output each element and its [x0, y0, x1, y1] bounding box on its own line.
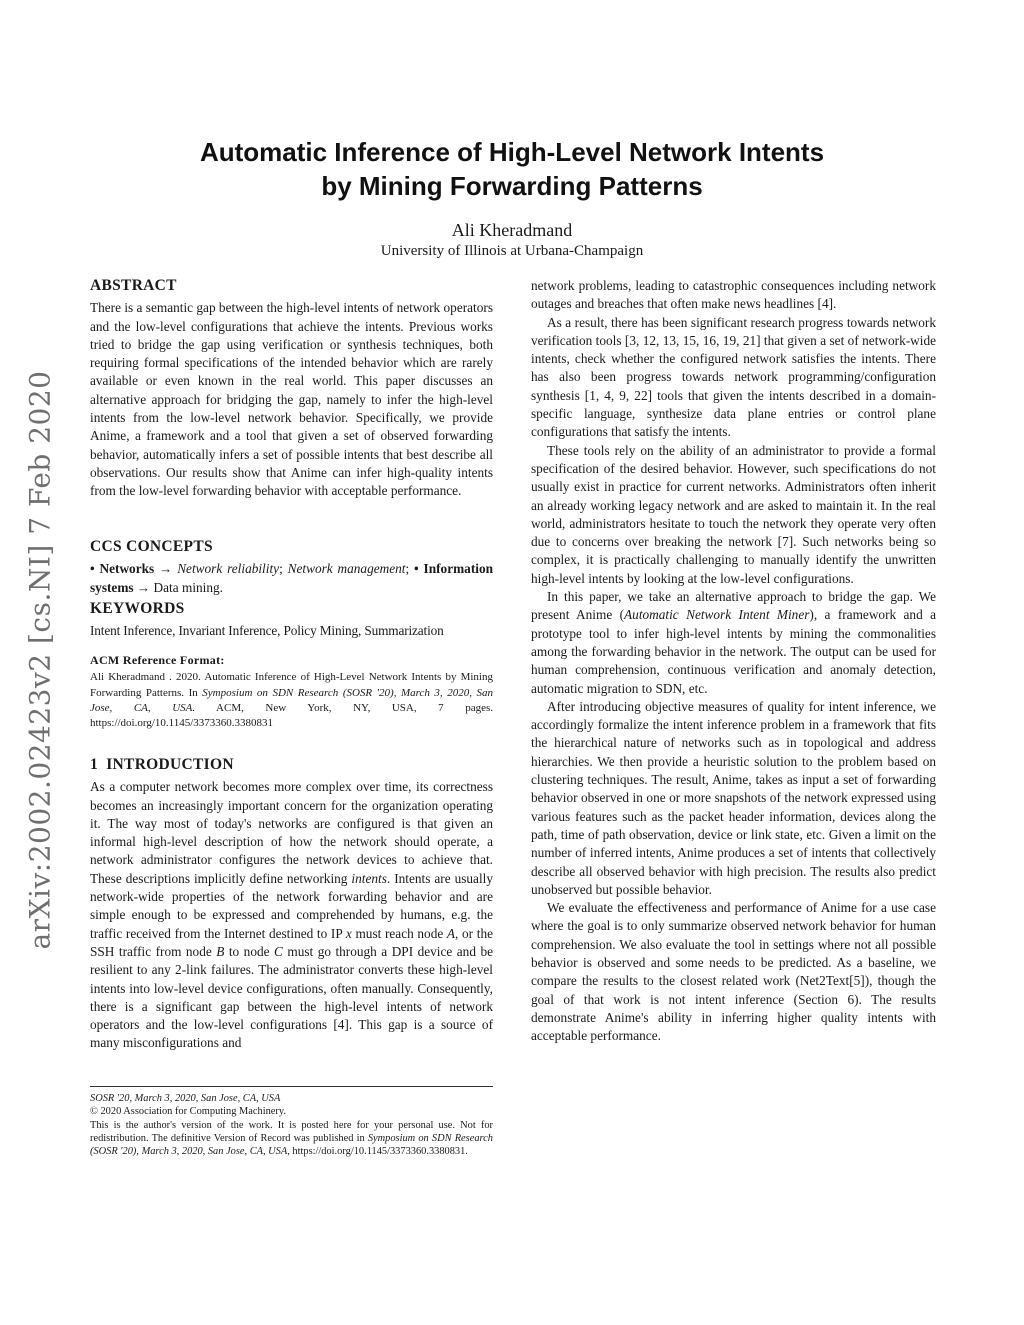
- ccs-network-management: Network management: [287, 561, 406, 577]
- title-line-1: Automatic Inference of High-Level Network Intents: [199, 137, 825, 167]
- intro-term-intents: intents: [351, 870, 387, 886]
- ccs-information-systems: • Information systems: [90, 561, 493, 595]
- footnote-note: [90, 1119, 493, 1159]
- intro-var-b: B: [216, 943, 225, 959]
- intro-paragraph-1-continued: network problems, leading to catastrophic consequences including network outages and breaches that often make news headlines [4].: [531, 278, 936, 312]
- abstract-section: [90, 277, 493, 501]
- right-column: [531, 277, 936, 1045]
- footnote-note-part-a: This is the author's version of the work. It is posted here for your personal use. Not for redistribution. The definitive Version of Record was published in: [90, 1119, 493, 1144]
- author-affiliation: University of Illinois at Urbana-Champaign: [380, 243, 644, 259]
- title-line-2: by Mining Forwarding Patterns: [321, 171, 703, 201]
- introduction-section: [90, 756, 493, 1053]
- intro-paragraph-3: These tools rely on the ability of an administrator to provide a formal specification of the desired behavior. However, such specifications do not usually exist in practice for current networks. Administrators often inherit an already working legacy network and are asked to maintain it. In the real world, administrators hesitate to touch the network they operate very often due to concerns over breaking the network [7]. Such networks being so complex, it is practically challenging to manually identify the unwritten high-level intents by looking at the low-level configurations.: [531, 442, 936, 586]
- ccs-arrow-2: →: [136, 579, 151, 595]
- abstract-heading: ABSTRACT: [90, 277, 177, 294]
- intro-paragraph-6: We evaluate the effectiveness and performance of Anime for a use case where the goal is to only summarize observed network behavior for human comprehension. We also evaluate the tool in settings where not all possible behavior is observed and some needs to be predicted. As a baseline, we compare the results to the closest related work (Net2Text[5]), though the goal of that work is not intent inference (Section 6). The results demonstrate Anime's ability in inferring higher quality intents with acceptable performance.: [531, 900, 936, 1044]
- introduction-heading: 1 INTRODUCTION: [90, 756, 234, 773]
- intro-var-c: C: [274, 943, 283, 959]
- intro-paragraph-2: As a result, there has been significant research progress towards network verification tools [3, 12, 13, 15, 16, 19, 21] that given a set of network-wide intents, check whether the configured network satisfies the intents. There has also been progress towards network programming/configuration synthesis [1, 4, 9, 22] tools that given the intents described in a domain-specific language, synthesize data plane entries or control plane configurations that satisfy the intents.: [531, 314, 936, 440]
- intro-paragraph-5: After introducing objective measures of quality for intent inference, we accordingly formalize the intent inference problem in a framework that fits the hierarchical nature of networks such as in topological and address hierarchies. We then provide a heuristic solution to the problem based on clustering techniques. The result, Anime, takes as input a set of forwarding behavior observed in one or more snapshots of the network expressed using various features such as the packet header information, devices along the path, time of path observation, device or link state, etc. Given a limit on the number of inferred intents, Anime produces a set of intents that collectively describe all observed behavior with high precision. The results also predict unobserved but possible behavior.: [531, 698, 936, 897]
- acm-reference-part-2: ACM, New York, NY, USA, 7 pages. https://doi.org/10.1145/3373360.3380831: [90, 701, 494, 730]
- paper-title: [100, 135, 924, 203]
- acm-reference-part-1: Ali Kheradmand . 2020. Automatic Inference of High-Level Network Intents by Mining Forwarding Patterns. In: [90, 671, 493, 699]
- footnote: [90, 1092, 493, 1158]
- author-name: Ali Kheradmand: [451, 220, 573, 240]
- intro-var-x: x: [345, 925, 352, 941]
- arxiv-stamp: arXiv:2002.02423v2 [cs.NI] 7 Feb 2020: [23, 370, 57, 950]
- ccs-section: [90, 538, 493, 597]
- footnote-rule: [90, 1086, 493, 1087]
- intro-paragraph-4: [531, 588, 936, 698]
- intro-p1-part-f: must go through a DPI device and be resilient to any 2-link failures. The administrator converts these high-level intents into low-level device configurations, often manually. Consequently, there is a significant gap between the high-level intents of network operators and the low-level configurations [4]. This gap is a source of many misconfigurations and: [90, 943, 493, 1051]
- ccs-network-reliability: Network reliability: [177, 561, 280, 577]
- footnote-venue-text: SOSR '20, March 3, 2020, San Jose, CA, USA: [90, 1093, 281, 1104]
- keywords-text: Intent Inference, Invariant Inference, Policy Mining, Summarization: [90, 623, 444, 639]
- ccs-text: • Networks → Network reliability; Network management; • Information systems → Data mining.: [90, 561, 493, 595]
- acm-reference-section: [90, 653, 493, 731]
- ccs-data-mining: Data mining.: [153, 579, 223, 595]
- acm-reference-heading: ACM Reference Format:: [90, 653, 225, 667]
- footnote-venue: [90, 1092, 493, 1105]
- ccs-heading: CCS CONCEPTS: [90, 538, 213, 555]
- intro-p4-part-b: ), a framework and a prototype tool to infer high-level intents by mining the commonalities among the forwarding behavior in the network. The output can be used for human comprehension, continuous verification and anomaly detection, automatic migration to SDN, etc.: [531, 607, 936, 696]
- ccs-arrow-1: →: [159, 561, 173, 577]
- keywords-heading: KEYWORDS: [90, 600, 185, 617]
- acm-reference-text: [90, 670, 493, 731]
- intro-p1-part-e: to node: [224, 943, 274, 959]
- acm-reference-venue: Symposium on SDN Research (SOSR '20), March 3, 2020, San Jose, CA, USA.: [90, 686, 493, 714]
- intro-anime-expansion: Automatic Network Intent Miner: [624, 607, 810, 623]
- ccs-networks: • Networks: [90, 561, 155, 577]
- intro-paragraph-1: [90, 778, 493, 1052]
- footnote-copyright: © 2020 Association for Computing Machinery.: [90, 1106, 286, 1118]
- intro-p1-part-b: . Intents are usually network-wide properties of the network forwarding behavior and are simple enough to be expressed and comprehended by humans, e.g. the traffic received from the Internet destined to IP: [90, 870, 493, 941]
- intro-var-a: A: [446, 925, 456, 941]
- footnote-note-part-b: , https://doi.org/10.1145/3373360.3380831.: [287, 1146, 468, 1158]
- intro-p1-part-c: must reach node: [351, 925, 447, 941]
- footnote-note-venue: Symposium on SDN Research (SOSR '20), March 3, 2020, San Jose, CA, USA: [90, 1132, 493, 1158]
- keywords-section: [90, 600, 493, 641]
- intro-p4-part-a: In this paper, we take an alternative approach to bridge the gap. We present Anime (: [531, 589, 936, 623]
- ccs-separator: ;: [279, 561, 283, 577]
- intro-p1-part-d: , or the SSH traffic from node: [90, 925, 493, 959]
- intro-p1-part-a: As a computer network becomes more complex over time, its correctness becomes an increasingly important concern for the organization operating it. The way most of today's networks are configured is that given an informal high-level description of how the network should operate, a network administrator configures the network devices to achieve that. These descriptions implicitly define networking: [90, 779, 493, 886]
- abstract-text: There is a semantic gap between the high-level intents of network operators and the low-level configurations that achieve the intents. Previous works tried to bridge the gap using verification or synthesis techniques, both requiring formal specifications of the intended behavior which are rarely available or even known in the real world. This paper discusses an alternative approach for bridging the gap, namely to infer the high-level intents from the low-level network behavior. Specifically, we provide Anime, a framework and a tool that given a set of observed forwarding behavior, automatically infers a set of possible intents that best describe all observations. Our results show that Anime can infer high-quality intents from the low-level forwarding behavior with acceptable performance.: [90, 300, 493, 499]
